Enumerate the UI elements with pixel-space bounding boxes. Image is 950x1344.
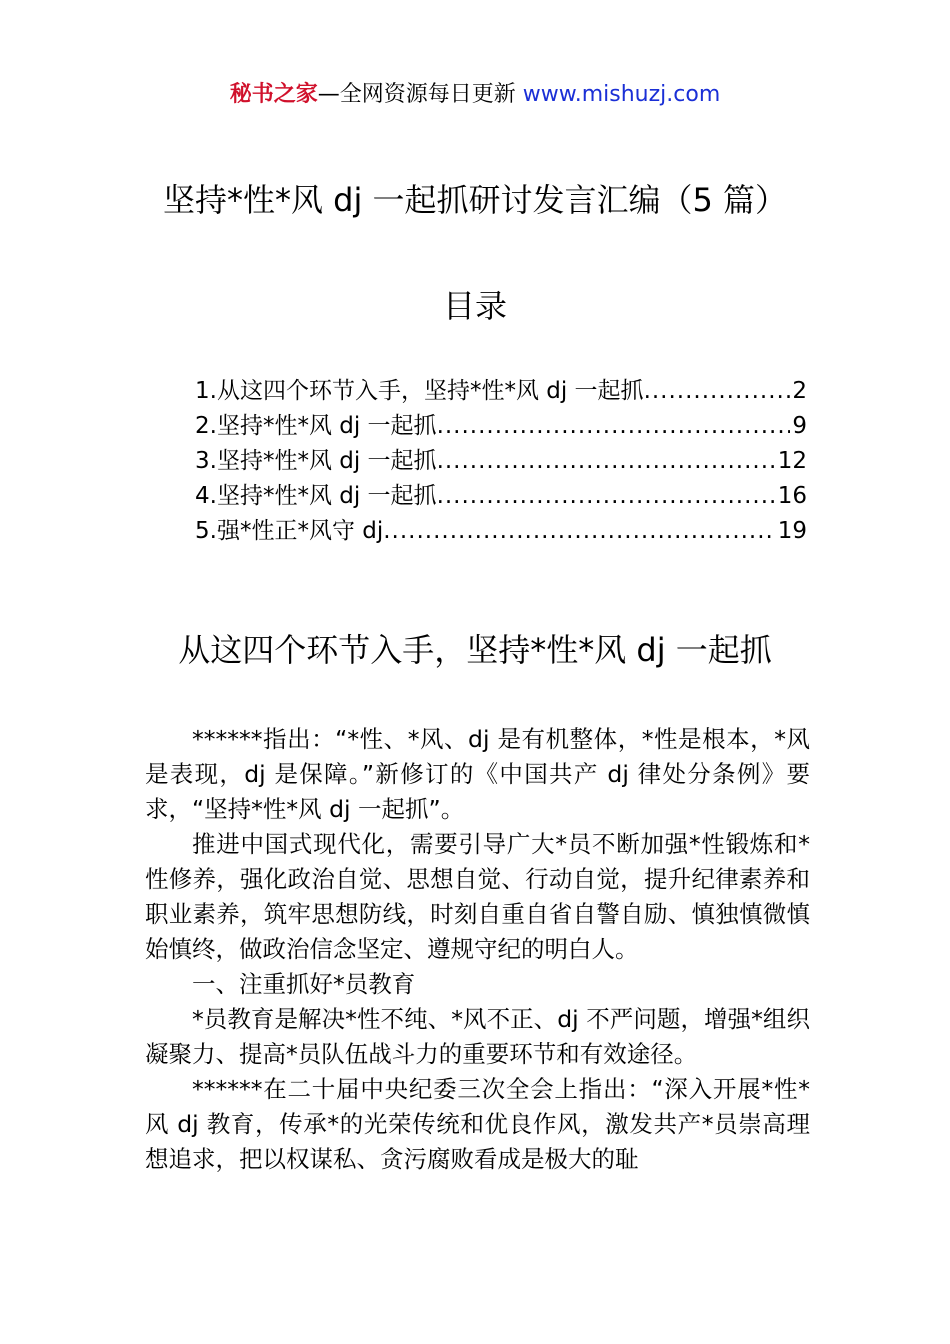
- paragraph: ******在二十届中央纪委三次全会上指出：“深入开展*性*风 dj 教育，传承*的光荣传统和优良作风，激发共产*员崇高理想追求，把以权谋私、贪污腐败看成是极大的耻: [145, 1075, 810, 1173]
- toc-item-page: 16: [777, 483, 807, 509]
- subheading: 一、注重抓好*员教育: [192, 970, 416, 998]
- toc-item-page: 2: [792, 378, 807, 404]
- section-body: [145, 722, 810, 1177]
- toc-item[interactable]: [195, 374, 807, 409]
- toc-leader-dots: [644, 374, 791, 409]
- site-tagline: —全网资源每日更新: [317, 82, 523, 107]
- toc-title: 目录: [442, 287, 507, 325]
- toc-leader-dots: [437, 409, 791, 444]
- table-of-contents: [195, 374, 807, 549]
- toc-item-page: 9: [792, 413, 807, 439]
- site-url-link[interactable]: www.mishuzj.com: [522, 82, 721, 107]
- paragraph: 推进中国式现代化，需要引导广大*员不断加强*性锻炼和*性修养，强化政治自觉、思想自觉、行动自觉，提升纪律素养和职业素养，筑牢思想防线，时刻自重自省自警自励、慎独慎微慎始慎终，做政治信念坚定、遵规守纪的明白人。: [145, 830, 810, 963]
- toc-item-label: 5.强*性正*风守 dj: [195, 518, 384, 544]
- toc-item-label: 3.坚持*性*风 dj 一起抓: [195, 448, 437, 474]
- section-title: 从这四个环节入手，坚持*性*风 dj 一起抓: [178, 631, 772, 669]
- toc-item-page: 12: [777, 448, 807, 474]
- toc-item-label: 4.坚持*性*风 dj 一起抓: [195, 483, 437, 509]
- toc-item[interactable]: [195, 409, 807, 444]
- site-banner: [0, 80, 950, 110]
- paragraph: *员教育是解决*性不纯、*风不正、dj 不严问题，增强*组织凝聚力、提高*员队伍战斗力的重要环节和有效途径。: [145, 1005, 810, 1068]
- toc-leader-dots: [437, 444, 776, 479]
- toc-leader-dots: [383, 514, 775, 549]
- paragraph: ******指出：“*性、*风、dj 是有机整体，*性是根本，*风是表现，dj 是保障。”新修订的《中国共产 dj 律处分条例》要求，“坚持*性*风 dj 一起抓”。: [145, 725, 810, 823]
- toc-item[interactable]: [195, 514, 807, 549]
- toc-item[interactable]: [195, 479, 807, 514]
- site-brand: 秘书之家: [229, 82, 318, 107]
- toc-item-label: 1.从这四个环节入手，坚持*性*风 dj 一起抓: [195, 378, 644, 404]
- toc-item-page: 19: [777, 518, 807, 544]
- toc-item-label: 2.坚持*性*风 dj 一起抓: [195, 413, 437, 439]
- toc-item[interactable]: [195, 444, 807, 479]
- toc-leader-dots: [437, 479, 776, 514]
- document-title: 坚持*性*风 dj 一起抓研讨发言汇编（5 篇）: [162, 181, 788, 219]
